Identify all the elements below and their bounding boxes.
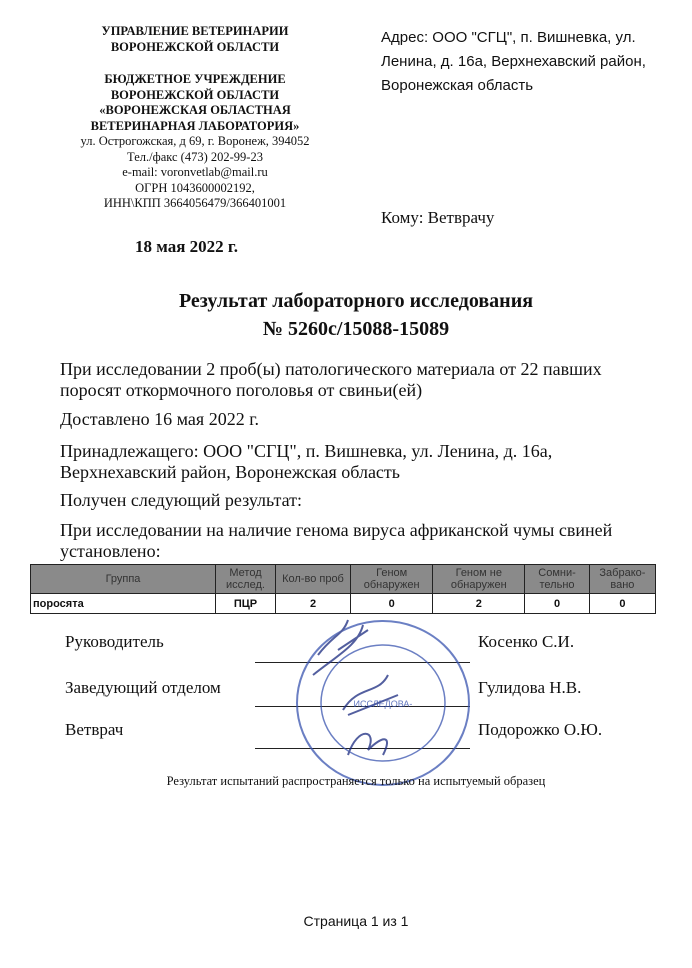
results-table xyxy=(30,564,656,614)
cell: 2 xyxy=(276,594,351,614)
footer-note: Результат испытаний распространяется только на испытуемый образец xyxy=(166,774,546,788)
paragraph-owner: Принадлежащего: ООО "СГЦ", п. Вишневка, ул. Ленина, д. 16а, Верхнехавский район, Воронежская область xyxy=(60,441,553,482)
signature-role: Ветврач xyxy=(65,720,124,739)
signature-scribble xyxy=(313,620,368,675)
paragraph-samples: При исследовании 2 проб(ы) патологического материала от 22 павших поросят откормочного поголовья от свиньи(ей) xyxy=(60,359,602,400)
official-stamp xyxy=(288,615,478,790)
header-line: «ВОРОНЕЖСКАЯ ОБЛАСТНАЯ xyxy=(99,103,291,117)
cell: 0 xyxy=(525,594,590,614)
svg-text:ИССЛЕДОВА-: ИССЛЕДОВА- xyxy=(353,699,413,709)
cell: 0 xyxy=(589,594,655,614)
signature-scribble xyxy=(343,675,398,715)
signature-name: Косенко С.И. xyxy=(478,632,575,651)
col-header: Геном не обнаружен xyxy=(433,565,525,594)
header-phone: Тел./факс (473) 202-99-23 xyxy=(127,149,263,164)
signature-role: Руководитель xyxy=(65,632,164,651)
cell: поросята xyxy=(31,594,216,614)
document-title xyxy=(0,287,692,343)
header-line: ВЕТЕРИНАРНАЯ ЛАБОРАТОРИЯ» xyxy=(90,118,300,133)
signature-role: Заведующий отделом xyxy=(65,678,221,697)
paragraph-study: При исследовании на наличие генома вируса африканской чумы свиней установлено: xyxy=(60,520,613,561)
header-inn: ИНН\КПП 3664056479/366401001 xyxy=(103,196,287,210)
table-row xyxy=(31,594,656,614)
document-number: № 5260с/15088-15089 xyxy=(262,318,450,340)
header-address: ул. Острогожская, д 69, г. Воронеж, 394052 xyxy=(80,134,310,148)
issuer-header xyxy=(60,24,330,212)
signature-name: Гулидова Н.В. xyxy=(478,678,582,697)
header-line: БЮДЖЕТНОЕ УЧРЕЖДЕНИЕ xyxy=(104,72,286,86)
col-header: Геном обнаружен xyxy=(351,565,433,594)
table-header-row xyxy=(31,565,656,594)
signature-name: Подорожко О.Ю. xyxy=(478,720,603,739)
header-ogrn: ОГРН 1043600002192, xyxy=(135,180,255,195)
document-date: 18 мая 2022 г. xyxy=(135,237,238,256)
signature-scribble xyxy=(348,734,387,755)
col-header: Кол-во проб xyxy=(276,565,351,594)
title-line: Результат лабораторного исследования xyxy=(178,290,534,312)
recipient-address: Адрес: ООО "СГЦ", п. Вишневка, ул. Ленина, д. 16а, Верхнехавский район, Воронежская область xyxy=(381,29,646,94)
col-header: Группа xyxy=(31,565,216,594)
header-line: ВОРОНЕЖСКОЙ ОБЛАСТИ xyxy=(110,39,280,54)
cell: ПЦР xyxy=(216,594,276,614)
col-header: Метод исслед. xyxy=(216,565,276,594)
header-email: e-mail: voronvetlab@mail.ru xyxy=(122,165,268,179)
paragraph-result-intro: Получен следующий результат: xyxy=(60,490,303,510)
cell: 2 xyxy=(433,594,525,614)
page-number: Страница 1 из 1 xyxy=(303,913,409,929)
recipient: Кому: Ветврачу xyxy=(381,208,495,227)
col-header: Забрако-вано xyxy=(589,565,655,594)
col-header: Сомни-тельно xyxy=(525,565,590,594)
header-line: УПРАВЛЕНИЕ ВЕТЕРИНАРИИ xyxy=(101,24,289,38)
header-line: ВОРОНЕЖСКОЙ ОБЛАСТИ xyxy=(110,87,280,102)
cell: 0 xyxy=(351,594,433,614)
paragraph-delivered: Доставлено 16 мая 2022 г. xyxy=(60,409,260,429)
